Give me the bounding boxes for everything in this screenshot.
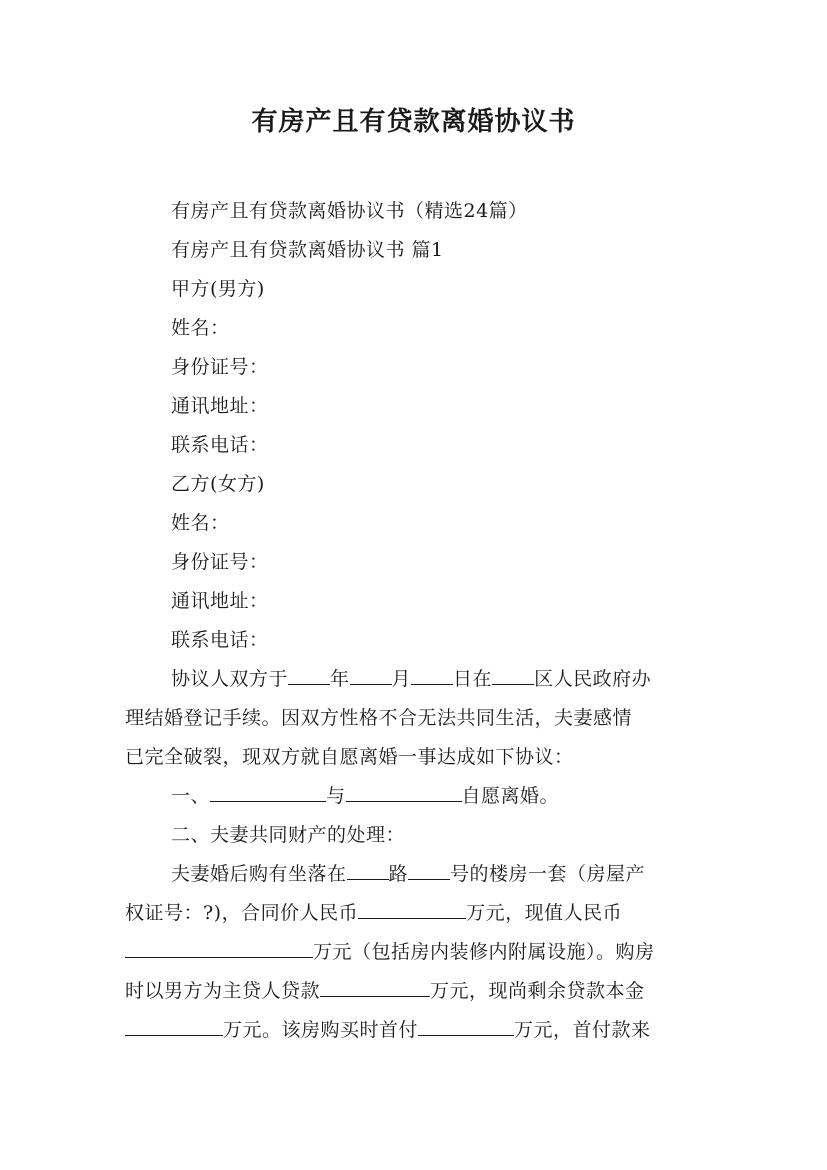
text-fragment: 区人民政府办 — [534, 668, 652, 690]
text-line: 身份证号： — [171, 356, 269, 378]
text-fragment: 月 — [391, 668, 412, 690]
text-fragment: 万元（包括房内装修内附属设施）。购房 — [313, 941, 655, 963]
fill-blank — [408, 855, 450, 880]
text-line: 姓名： — [171, 317, 230, 339]
text-fragment: 万元，现值人民币 — [466, 902, 623, 924]
fill-blank — [358, 894, 466, 919]
text-line: 通讯地址： — [171, 395, 269, 417]
text-fragment: 权证号：?)，合同价人民币 — [125, 902, 359, 924]
paragraph-line — [125, 933, 705, 972]
text-line: 有房产且有贷款离婚协议书 篇1 — [171, 239, 444, 261]
fill-blank — [288, 660, 330, 685]
paragraph-line — [125, 972, 705, 1011]
paragraph-line — [125, 894, 705, 933]
fill-blank — [411, 660, 453, 685]
text-line: 身份证号： — [171, 551, 269, 573]
fill-blank — [125, 1011, 223, 1036]
paragraph-line: 已完全破裂，现双方就自愿离婚一事达成如下协议： — [125, 746, 574, 768]
text-fragment: 自愿离婚。 — [461, 785, 560, 807]
text-fragment: 万元，现尚剩余贷款本金 — [430, 980, 645, 1002]
text-fragment: 日在 — [453, 668, 493, 690]
text-line: 联系电话： — [171, 434, 269, 456]
text-line: 甲方(男方) — [171, 278, 265, 300]
paragraph-line — [125, 660, 705, 699]
text-line: 通讯地址： — [171, 590, 269, 612]
text-fragment: 一、 — [171, 785, 211, 807]
text-fragment: 与 — [326, 785, 346, 807]
fill-blank — [350, 660, 392, 685]
fill-blank — [418, 1011, 514, 1036]
text-fragment: 路 — [388, 863, 409, 885]
text-fragment: 协议人双方于 — [171, 668, 289, 690]
document-title: 有房产且有贷款离婚协议书 — [251, 107, 576, 137]
text-line: 联系电话： — [171, 629, 269, 651]
fill-blank — [125, 933, 313, 958]
fill-blank — [210, 777, 326, 802]
text-fragment: 万元，首付款来 — [514, 1019, 651, 1041]
paragraph-line — [125, 1011, 705, 1050]
fill-blank — [492, 660, 534, 685]
text-fragment: 夫妻婚后购有坐落在 — [171, 863, 347, 885]
text-fragment: 号的楼房一套（房屋产 — [450, 863, 646, 885]
fill-blank — [346, 777, 462, 802]
paragraph-line — [125, 855, 705, 894]
text-line: 有房产且有贷款离婚协议书（精选24篇） — [171, 200, 528, 222]
fill-blank — [320, 972, 430, 997]
text-fragment: 万元。该房购买时首付 — [223, 1019, 419, 1041]
text-line: 姓名： — [171, 512, 230, 534]
paragraph-line — [125, 777, 705, 816]
paragraph-line: 理结婚登记手续。因双方性格不合无法共同生活，夫妻感情 — [125, 707, 633, 729]
text-line: 乙方(女方) — [171, 473, 265, 495]
fill-blank — [347, 855, 389, 880]
section-heading: 二、夫妻共同财产的处理： — [171, 824, 406, 846]
document-body — [125, 192, 705, 1050]
text-fragment: 年 — [330, 668, 350, 690]
text-fragment: 时以男方为主贷人贷款 — [125, 980, 321, 1002]
